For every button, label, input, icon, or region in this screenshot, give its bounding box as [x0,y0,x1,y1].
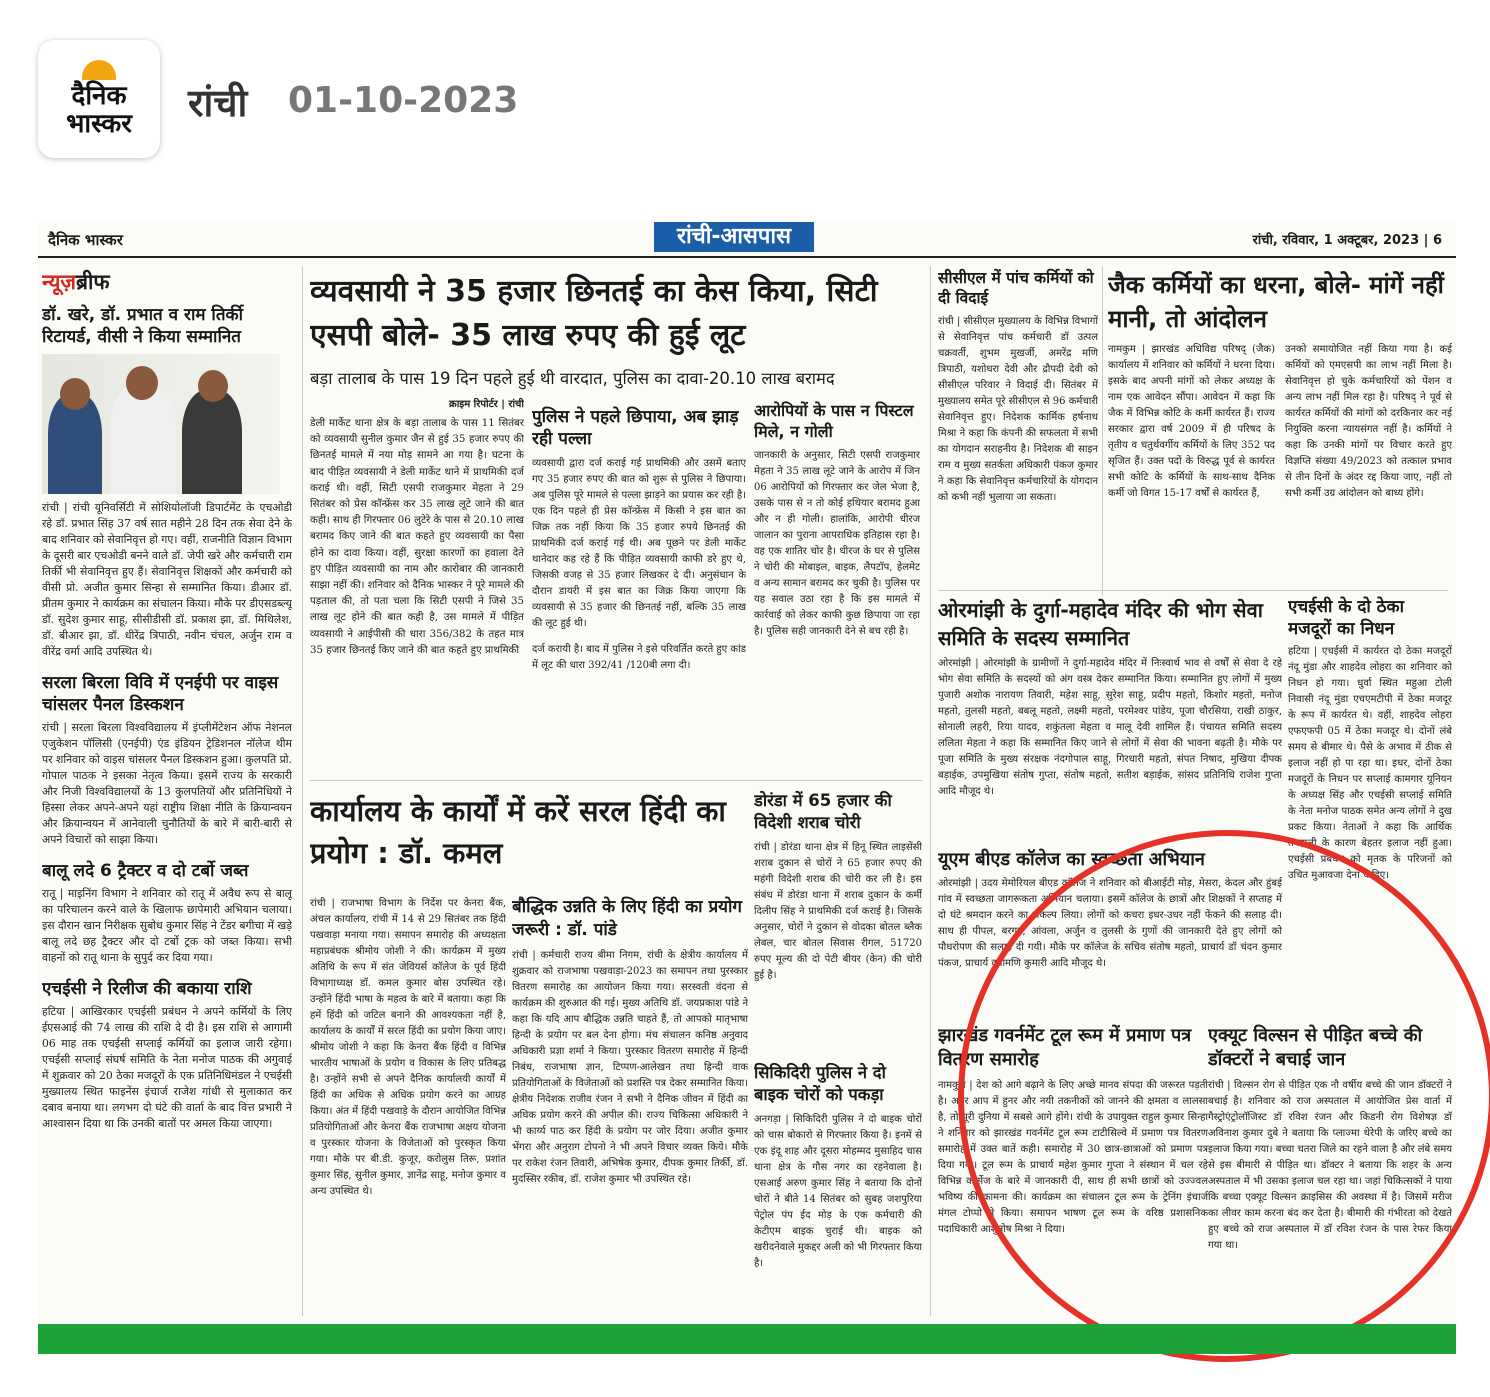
pandey-story [512,896,748,1316]
wilson-headline: एक्यूट विल्सन से पीड़ित बच्चे की डॉक्टरों ने बचाई जान [1208,1025,1423,1070]
dainik-bhaskar-app-logo[interactable] [38,40,160,158]
row-divider [938,590,1448,591]
column-divider [930,266,931,1316]
hindi-body: रांची | राजभाषा विभाग के निर्देश पर केनरा बैंक, अंचल कार्यालय, रांची में 14 से 29 सितंबर तक हिंदी पखवाड़ा मनाया गया। समापन समारोह की अध्यक्षता महाप्रबंधक श्रीमोय जोशी ने की। कार्यक्रम में मुख्य अतिथि के रूप में संत जेवियर्स कॉलेज के पूर्व हिंदी विभागाध्यक्ष डॉ. कमल कुमार बोस उपस्थित रहे। उन्होंने हिंदी भाषा के महत्व के बारे में बताया। कहा कि हमें हिंदी को जटिल बनाने की आवश्यकता नहीं है, कार्यालय के कार्यों में सरल हिंदी का प्रयोग किया जाए। श्रीमोय जोशी ने कहा कि केनरा बैंक हिंदी व विभिन्न भारतीय भाषाओं के प्रयोग व विकास के लिए प्रतिबद्ध है। उन्होंने सभी से अपने दैनिक कार्यालयी कार्यों में हिंदी का अधिक से अधिक प्रयोग करने का आग्रह किया। अंत में हिंदी पखवाड़े के दौरान आयोजित विभिन्न प्रतियोगिताओं और केनरा बैंक राजभाषा अक्षय योजना व पुरस्कार योजना के विजेताओं को पुरस्कृत किया गया। मौके पर बी.डी. कुजूर, करोलुस तिरू, प्रशांत कुमार सिंह, सुनील कुमार, ज्ञानेंद्र साहू, मनोज कुमार व अन्य उपस्थित थे। [310,898,506,1197]
brief3-headline: बालू लदे 6 ट्रैक्टर व दो टर्बो जब्त [42,861,249,881]
lead-body-column [310,396,524,770]
ccl-story [938,268,1098,588]
toolroom-story [938,1024,1208,1314]
lead-body-tail: दर्ज करायी है। बाद में पुलिस ने इसे परिवर्तित करते हुए कांड में लूट की धारा 392/41 /120बी लगा दी। [532,644,746,671]
toolroom-body: नामकुम | देश को आगे बढ़ाने के लिए अच्छे मानव संपदा की जरूरत पड़ती है। अगर आप में हुनर और नयी तकनीकों को जानने की क्षमता व लालसा है, तो पूरी दुनिया में सबसे आगे होंगे। रांची के उपायुक्त राहुल कुमार सिन्हा ने शनिवार को झारखंड गवर्नमेंट टूल रूम टाटीसिल्वे में प्रमाण पत्र वितरण समारोह में उक्त बातें कही। समारोह में 30 छात्र-छात्राओं को प्रमाण पत्र दिया गया। टूल रूम के प्राचार्य महेश कुमार गुप्ता ने संस्थान में चल रहे विभिन्न कोर्सेज के बारे में जानकारी दी, साथ ही सभी छात्रों को उज्ज्वल भविष्य की कामना की। कार्यक्रम का संचालन टूल रूम के ट्रेनिंग इंचार्ज मंगल टोप्पो ने किया। समापन भाषण टूल रूम के वरिष्ठ प्रशासनिक पदाधिकारी आशुतोष मिश्रा ने दिया। [938,1080,1208,1235]
hindi-headline: कार्यालय के कार्यों में करें सरल हिंदी का प्रयोग : डॉ. कमल [310,794,726,870]
sun-logo-icon [82,60,116,80]
brief1-body: रांची | रांची यूनिवर्सिटी में सोशियोलॉजी डिपार्टमेंट के एचओडी रहे डॉ. प्रभात सिंह 37 वर्ष सात महीने 28 दिन तक सेवा देने के बाद शनिवार को सेवानिवृत्त हो गए। वहीं, राजनीति विज्ञान विभाग के दूसरी बार एचओडी बनने वाले डॉ. जेपी खरे और कर्मचारी राम तिर्की भी सेवानिवृत्त हुए हैं। सेवानिवृत्त शिक्षकों और कर्मचारी को वीसी प्रो. अजीत कुमार सिन्हा से सम्मानित किया। डीआर डॉ. प्रीतम कुमार ने कार्यक्रम का संचालन किया। मौके पर डीएसडब्ल्यू डॉ. सुदेश कुमार साहू, सीसीडीसी डॉ. प्रकाश झा, डॉ. मिथिलेश, डॉ. बीआर झा, डॉ. धीरेंद्र त्रिपाठी, नवीन चंचल, अर्जुन राम व वीरेंद्र वर्मा आदि उपस्थित थे। [42,501,292,658]
lead-subhead-block [310,368,922,392]
bed-body: ओरमांझी | उदय मेमोरियल बीएड कॉलेज ने शनिवार को बीआईटी मोड़, मेसरा, केदल और हुंबई गांव में स्वच्छता जागरूकता अभियान चलाया। इसमें कॉलेज के छात्रों और शिक्षकों ने सप्ताह में दो घंटे श्रमदान करने का संकल्प लिया। लोगों को कचरा इधर-उधर नहीं फेंकने की सलाह दी। साथ ही पीपल, बरगद, आंवला, अर्जुन व तुलसी के गुणों की जानकारी देते हुए लोगों को पौधरोपण की सलाह दी गयी। मौके पर कॉलेज के सचिव संतोष महतो, प्राचार्य डॉ चंदन कुमार पंकज, प्राचार्य दयामणि कुमारी आदि मौजूद थे। [938,878,1282,969]
hec-deaths-story [1288,596,1452,1000]
lead-byline: क्राइम रिपोर्टर | रांची [449,399,524,410]
column-divider [302,266,303,1316]
lead-headline-block [310,270,922,366]
footer-green-bar [38,1324,1456,1354]
brief4-body: हटिया | आखिरकार एचईसी प्रबंधन ने अपने कर्मियों के लिए ईएसआई की 74 लाख की राशि दे दी है। इस राशि से आगामी 06 माह तक एचईसी सप्लाई कर्मियों का इलाज जारी रहेगा। एचईसी सप्लाई संघर्ष समिति के नेता मनोज पाठक की अगुवाई में शुक्रवार को 20 ठेका मजदूरों के एक प्रतिनिधिमंडल ने एचईसी मुख्यालय स्थित फाइनेंस इंचार्ज राजेश गांधी से मुलाकात कर दबाव बनाया था। लगभग दो घंटे की वार्ता के बाद वित्त प्रभारी ने आश्वासन दिया था कि उनकी बातों पर अमल किया जाएगा। [42,1005,292,1130]
page-masthead [38,220,1456,258]
ccl-body: रांची | सीसीएल मुख्यालय के विभिन्न विभागों से सेवानिवृत्त पांच कर्मचारी डॉ उत्पल चक्रवर्ती, शुभम मुखर्जी, अमरेंद्र मणि त्रिपाठी, यशोधरा देवी और द्रौपदी देवी को सीसीएल परिवार ने विदाई दी। सितंबर में मुख्यालय समेत पूरे सीसीएल से 96 कर्मचारी सेवानिवृत्त हुए। निदेशक कार्मिक हर्षनाथ मिश्रा ने कहा कि कंपनी की सफलता में सभी का योगदान सराहनीय है। निदेशक बी साइन राम व मुख्य सतर्कता अधिकारी पंकज कुमार ने कहा कि सेवानिवृत्त कर्मचारियों के योगदान को कभी नहीं भुलाया जा सकता। [938,316,1098,503]
bed-college-story [938,848,1282,1008]
jac-headline: जैक कर्मियों का धरना, बोले- मांगें नहीं मानी, तो आंदोलन [1108,271,1444,333]
brief2-headline: सरला बिरला विवि में एनईपी पर वाइस चांसलर पैनल डिस्कशन [42,673,279,715]
sikidiri-headline: सिकिदिरी पुलिस ने दो बाइक चोरों को पकड़ा [754,1063,886,1104]
news-brief-column [42,268,292,1328]
ormanjhi-story [938,596,1282,836]
lead-headline: व्यवसायी ने 35 हजार छिनतई का केस किया, सिटी एसपी बोले- 35 लाख रुपए की हुई लूट [310,274,878,353]
person-head [60,378,90,410]
doranda-headline: डोरंडा में 65 हजार की विदेशी शराब चोरी [754,791,892,832]
row-divider [310,780,922,781]
retirement-photo [42,354,280,494]
sikidiri-story [754,1062,922,1316]
ccl-headline: सीसीएल में पांच कर्मियों को दी विदाई [938,269,1094,307]
lead-sidebar-accused [754,400,920,770]
person-figure [182,390,242,494]
logo-text-line2: भास्कर [66,109,132,139]
lead-subhead: बड़ा तालाब के पास 19 दिन पहले हुई थी वारदात, पुलिस का दावा-20.10 लाख बरामद [310,369,835,388]
lead-body: डेली मार्केट थाना क्षेत्र के बड़ा तालाब के पास 11 सितंबर को व्यवसायी सुनील कुमार जैन से हुई 35 हजार रुपए की छिनतई मामले में नया मोड़ सामने आ गया है। घटना के बाद पीड़ित व्यवसायी ने डेली मार्केट थाने में प्राथमिकी दर्ज कराई थी। वहीं, सिटी एसपी राजकुमार मेहता ने 29 सितंबर को प्रेस कॉन्फ्रेंस कर 35 लाख लूटे जाने की बात कही। साथ ही गिरफ्तार 06 लुटेरे के पास से 20.10 लाख बरामद किए जाने की बात कहते हुए व्यवसायी का पैसा होने का दावा किया। वहीं, सुरक्षा कारणों का हवाला देते हुए पीड़ित व्यवसायी का नाम और कारोबार की जानकारी साझा नहीं की। शनिवार को दैनिक भास्कर ने पूरे मामले की पड़ताल की, तो पता चला कि सिटी एसपी ने जिसे 35 लाख लूट होने की बात कही है, उस मामले में पीड़ित व्यवसायी ने आईपीसी की धारा 356/382 के तहत मात्र 35 हजार छिनतई किए जाने की बात कहते हुए प्राथमिकी [310,418,524,656]
brief-label-red: न्यूज़ [42,270,76,294]
newspaper-page [38,220,1456,1354]
brief3-body: रातू | माइनिंग विभाग ने शनिवार को रातू में अवैध रूप से बालू का परिचालन करने वाले के खिलाफ छापेमारी अभियान चलाया। इस दौरान खान निरीक्षक सुबोध कुमार सिंह ने टेंडर बगीचा में खड़े बालू लदे छह ट्रैक्टर और दो टर्बो ट्रक को जब्त किया। सभी वाहनों को रातू थाना के सुपुर्द कर दिया गया। [42,887,292,964]
column-divider [1102,266,1103,596]
doranda-body: रांची | डोरंडा थाना क्षेत्र में हिनू स्थित लाइसेंसी शराब दुकान से चोरों ने 65 हजार रुपए की महंगी विदेशी शराब की चोरी कर ली है। इस संबंध में डोरंडा थाना में शराब दुकान के कर्मी दिलीप सिंह ने प्राथमिकी दर्ज कराई है। जिसके अनुसार, चोरों ने दुकान से वोदका बोतल ब्लैक लेबल, चार बोतल सिवास रीगल, 51720 रुपए मूल्य की दो पेटी बीयर (केन) की चोरी हुई है। [754,842,922,981]
edition-city: रांची [188,81,248,125]
brief2-body: रांची | सरला बिरला विश्वविद्यालय में इंप्लीमेंटेशन ऑफ नेशनल एजुकेशन पॉलिसी (एनईपी) एंड इंडियन ट्रेडिशनल नॉलेज थीम पर शनिवार को वाइस चांसलर पैनल डिस्कशन हुआ। कुलपति प्रो. गोपाल पाठक ने इसका नेतृत्व किया। इसमें राज्य के सरकारी और निजी विश्वविद्यालयों के 13 कुलपतियों और प्रतिनिधियों ने हिस्सा लेकर अपने-अपने यहां राष्ट्रीय शिक्षा नीति के क्रियान्वयन और क्रियान्वयन में आनेवाली चुनौतियों के बारे में बारी-बारी से अपने विचारों को साझा किया। [42,721,292,846]
hec-deaths-body: हटिया | एचईसी में कार्यरत दो ठेका मजदूरों नंदू मुंडा और शाहदेव लोहरा का शनिवार को निधन हो गया। धुर्वा स्थित महुआ टोली निवासी नंदू मुंडा एचएमटीपी में ठेका मजदूर के रूप में कार्यरत थे। वहीं, शाहदेव लोहरा एफएफपी 05 में ठेका मजदूर थे। दोनों लंबे समय से बीमार थे। पैसे के अभाव में ठीक से इलाज नहीं हो पा रहा था। इधर, दोनों ठेका मजदूरों के निधन पर सप्लाई कामगार यूनियन के अध्यक्ष सिंह और एचईसी सप्लाई समिति के नेता मनोज पाठक समेत अन्य लोगों ने दुख प्रकट किया। नेताओं ने कहा कि आर्थिक तंगहाली के कारण बेहतर इलाज नहीं हुआ। एचईसी प्रबंधन को मृतक के परिजनों को उचित मुआवजा देना चाहिए। [1288,646,1452,881]
hindi-body-column [310,896,506,1316]
toolroom-headline: झारखंड गवर्नमेंट टूल रूम में प्रमाण पत्र वितरण समारोह [938,1025,1192,1070]
jac-body-col2: उनको समायोजित नहीं किया गया है। कई कर्मियों को एमएसपी का लाभ नहीं मिला है। सेवानिवृत्त हो चुके कर्मचारियों को पेंशन व अन्य लाभ नहीं मिल रहा है। परिषद् ने पूर्व से कार्यरत कर्मियों की मांगों को दरकिनार कर नई नियुक्ति करना न्यायसंगत नहीं है। कर्मियों ने कहा कि उनकी मांगों पर विचार करते हुए विज्ञप्ति संख्या 49/2023 को तत्काल प्रभाव से तीन दिनों के अंदर रद्द किया जाए, नहीं तो सभी कर्मी उग्र आंदोलन को बाध्य होंगे। [1285,344,1452,499]
hec-deaths-headline: एचईसी के दो ठेका मजदूरों का निधन [1288,597,1405,639]
wilson-body: रांची | विल्सन रोग से पीड़ित एक नौ वर्षीय बच्चे की जान डॉक्टरों ने बचाई है। शनिवार को राज अस्पताल में आयोजित प्रेस वार्ता में गैस्ट्रोएंट्रोलॉजिस्ट डॉ रविश रंजन और किडनी रोग विशेषज्ञ डॉ अविनाश कुमार दुबे ने बताया कि प्लाज्मा थेरेपी के जरिए बच्चे का इलाज किया गया। बच्चा चतरा जिले का रहने वाला है और लंबे समय से इस बीमारी से पीड़ित था। डॉक्टर ने बताया कि शहर के अन्य अस्पताल में भी उसका इलाज चल रहा था। जहां चिकित्सकों ने पाया कि बच्चा एक्यूट विल्सन क्राइसिस की अवस्था में है। जिसमें मरीज का लीवर काम करना बंद कर देता है। बीमारी की गंभीरता को देखते हुए बच्चे को राज अस्पताल में डॉ रविश रंजन के पास रेफर किया गया था। [1208,1080,1452,1251]
jac-body-columns [1108,342,1452,502]
doranda-story [754,790,922,1050]
ormanjhi-headline: ओरमांझी के दुर्गा-महादेव मंदिर की भोग सेवा समिति के सदस्य सम्मानित [938,598,1263,650]
masthead-paper-name: दैनिक भास्कर [48,231,123,249]
edition-date: 01-10-2023 [288,80,519,121]
pandey-headline: बौद्धिक उन्नति के लिए हिंदी का प्रयोग जरूरी : डॉ. पांडे [512,897,742,940]
jac-story [1108,268,1452,588]
side1-body: व्यवसायी द्वारा दर्ज कराई गई प्राथमिकी और उसमें बताए गए 35 हजार रुपए की बात को शुरू से पुलिस ने छिपाया। अब पुलिस पूरे मामले से पल्ला झाड़ने का प्रयास कर रही है। एक दिन पहले ही प्रेस कॉन्फ्रेंस में किसी ने इस बात का जिक्र तक नहीं किया कि 35 हजार रुपये छिनतई की प्राथमिकी दर्ज कराई गई थी। अब पूछने पर डेली मार्केट थानेदार कह रहे हैं कि पीड़ित व्यवसायी काफी डरे हुए थे, जिसकी वजह से 35 हजार लिखकर दे दी। अनुसंधान के दौरान डायरी में इस बात का जिक्र किया जाएगा कि व्यवसायी से 35 हजार की छिनतई नहीं, बल्कि 35 लाख की लूट हुई थी। [532,458,746,629]
masthead-section-title: रांची-आसपास [654,222,814,252]
jac-body-col1: नामकुम | झारखंड अधिविद्य परिषद् (जैक) कार्यालय में शनिवार को कर्मियों ने धरना दिया। इसके बाद अपनी मांगों को लेकर अध्यक्ष के नाम एक आवेदन सौंपा। आवेदन में कहा कि जैक में विभिन्न कोटि के कर्मी कार्यरत हैं। राज्य सरकार द्वारा वर्ष 2009 में ही परिषद के तृतीय व चतुर्थवर्गीय कर्मियों के लिए 352 पद सृजित हैं। उक्त पदों के विरुद्ध पूर्व से कार्यरत सभी कोटि के कर्मियों के साथ-साथ दैनिक कर्मी जो विगत 15-17 वर्षों से कार्यरत हैं, [1108,344,1275,499]
lead-sidebar-police [532,406,746,770]
hindi-headline-block [310,790,750,890]
app-header [0,0,1490,200]
brief1-headline: डॉ. खरे, डॉ. प्रभात व राम तिर्की रिटायर्ड, वीसी ने किया सम्मानित [42,305,243,347]
logo-text-line1: दैनिक [71,81,127,111]
side1-headline: पुलिस ने पहले छिपाया, अब झाड़ रही पल्ला [532,407,739,449]
ormanjhi-body: ओरमांझी | ओरमांझी के ग्रामीणों ने दुर्गा-महादेव मंदिर में निःस्वार्थ भाव से वर्षों से सेवा दे रहे भोग सेवा समिति के सदस्यों को अंग वस्त्र देकर सम्मानित किया। सम्मानित हुए लोगों में मुख्य पुजारी अशोक नारायण तिवारी, महेश साहू, सुरेश साहू, प्रदीप महतो, किशोर महतो, मनोज महतो, तुलसी महतो, बबलू महतो, लक्ष्मी महतो, परमेश्वर पांडेय, पूजा चौरसिया, राखी ठाकुर, सोनाली लहरी, रिया यादव, शकुंतला मेहता व मालू देवी शामिल हैं। पंचायत समिति सदस्य ललिता मेहता ने कहा कि सम्मानित किए जाने से लोगों में सेवा की भावना बढ़ती है। मौके पर पूजा समिति के मुख्य संरक्षक नंदगोपाल साहू, गिरधारी महतो, संपत निषाद, मुखिया दीपक बड़ाईक, उपमुखिया संतोष गुप्ता, संतोष महतो, सतीश बड़ाईक, सांसद प्रतिनिधि राजेश गुप्ता आदि मौजूद थे। [938,658,1282,797]
sikidiri-body: अनगड़ा | सिकिदिरी पुलिस ने दो बाइक चोरों को चास बोकारो से गिरफ्तार किया है। इनमें से एक इंदू शाह और दूसरा मोहम्मद मुसाहिद चास थाना क्षेत्र के गौस नगर का रहनेवाला है। एसआई अरुण कुमार सिंह ने बताया कि दोनों चोरों ने बीते 14 सितंबर को सुबह जशपुरिया पेट्रोल पंप ईद मोड़ के एक कर्मचारी की केटीएम बाइक चुराई थी। बाइक को खरीदनेवाले मुकद्दर अली को भी गिरफ्तार किया है। [754,1114,922,1269]
bed-headline: यूएम बीएड कॉलेज का स्वच्छता अभियान [938,849,1205,870]
wilson-story [1208,1024,1452,1314]
brief4-headline: एचईसी ने रिलीज की बकाया राशि [42,979,252,999]
pandey-body: रांची | कर्मचारी राज्य बीमा निगम, रांची के क्षेत्रीय कार्यालय में शुक्रवार को राजभाषा पखवाड़ा-2023 का समापन तथा पुरस्कार वितरण समारोह का आयोजन किया गया। सरस्वती वंदना से कार्यक्रम की शुरुआत की गई। मुख्य अतिथि डॉ. जयप्रकाश पांडे ने कहा कि यदि आप बौद्धिक उन्नति चाहते हैं, तो आपको मातृभाषा हिन्दी के प्रयोग पर बल देना होगा। मंच संचालन कनिष्ठ अनुवाद अधिकारी प्रज्ञा शर्मा ने किया। पुरस्कार वितरण समारोह में हिन्दी निबंध, राजभाषा ज्ञान, टिप्पण-आलेखन तथा हिन्दी वाक प्रतियोगिताओं के विजेताओं को प्रशस्ति पत्र देकर सम्मानित किया। क्षेत्रीय निदेशक राजीव रंजन ने सभी ने दैनिक जीवन में हिंदी का अधिक प्रयोग करने की अपील की। राज्य चिकित्सा अधिकारी ने भी कार्य्य पाठ कर हिंदी के प्रयोग पर जोर दिया। अजीत कुमार भेंगरा और अनुराग टोपनो ने भी अपने विचार व्यक्त किये। मौके पर राकेश रंजन तिवारी, अभिषेक कुमार, दीपक कुमार तिर्की, डॉ. मुदस्सिर रकीब, डॉ. राजेश कुमार भी उपस्थित रहे। [512,950,748,1185]
person-head [126,366,158,400]
brief-label-black: ब्रीफ [75,270,110,294]
side2-body: जानकारी के अनुसार, सिटी एसपी राजकुमार मेहता ने 35 लाख लूटे जाने के आरोप में जिन 06 आरोपियों को गिरफ्तार कर जेल भेजा है, उसके पास से न तो कोई हथियार बरामद हुआ और न ही गोली। हालांकि, आरोपी धीरज जालान का पुराना आपराधिक इतिहास रहा है। वह एक शातिर चोर है। धीरज के घर से पुलिस ने चोरी की मोबाइल, बाइक, लैपटॉप, हेलमेट व अन्य सामान बरामद कर चुकी है। पुलिस पर यह सवाल उठा रहा है कि इस मामले में कार्रवाई को लेकर काफी कुछ छिपाया जा रहा है। पुलिस सही जानकारी देने से बच रही है। [754,450,920,637]
news-brief-label [42,268,292,296]
person-head [198,370,228,402]
masthead-date-page: रांची, रविवार, 1 अक्टूबर, 2023 | 6 [1252,233,1442,248]
person-figure [110,384,176,494]
side2-headline: आरोपियों के पास न पिस्टल मिले, न गोली [754,401,914,441]
